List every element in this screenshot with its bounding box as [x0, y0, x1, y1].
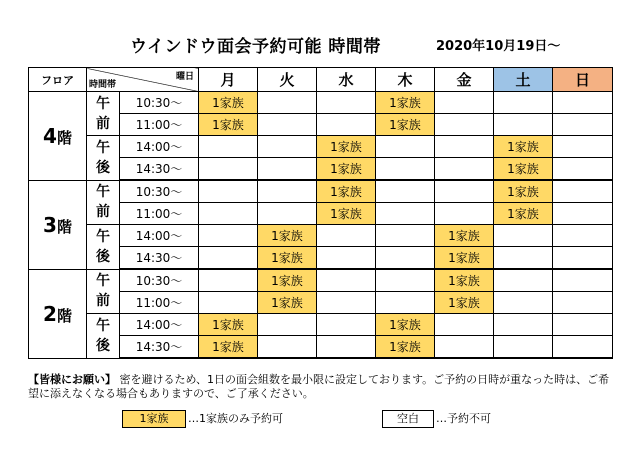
table-row: [29, 92, 613, 114]
day-thursday: 木: [376, 68, 435, 92]
ampm-label: [87, 180, 120, 225]
time-slot: 10:30～: [120, 269, 199, 292]
table-row: [29, 136, 613, 158]
floor-number: 4: [43, 123, 57, 148]
slot-available: 1家族: [317, 180, 376, 203]
slot-empty: [553, 180, 613, 203]
slot-empty: [553, 225, 613, 247]
slot-empty: [199, 292, 258, 314]
time-slot: 11:00～: [120, 292, 199, 314]
floor-label: [29, 269, 87, 358]
slot-empty: [494, 92, 553, 114]
weekday-header: 曜日: [175, 72, 194, 82]
slot-empty: [553, 247, 613, 270]
slot-empty: [199, 247, 258, 270]
slot-empty: [494, 292, 553, 314]
ampm-char: 後: [96, 248, 110, 265]
slot-available: 1家族: [376, 314, 435, 336]
slot-empty: [317, 292, 376, 314]
notice-text: 密を避けるため、1日の面会組数を最小限に設定しております。ご予約の日時が重なった時は、ご希望に添えなくなる場合もありますので、ご了承ください。: [28, 373, 610, 400]
slot-available: 1家族: [258, 247, 317, 270]
slot-available: 1家族: [435, 225, 494, 247]
slot-empty: [553, 336, 613, 359]
ampm-label: [87, 136, 120, 181]
slot-available: 1家族: [258, 225, 317, 247]
ampm-char: 後: [96, 159, 110, 176]
floor-header: フロア: [29, 68, 87, 92]
slot-empty: [376, 180, 435, 203]
page-header: [0, 32, 640, 57]
slot-empty: [376, 292, 435, 314]
slot-available: 1家族: [435, 292, 494, 314]
slot-available: 1家族: [376, 92, 435, 114]
floor-suffix: 階: [56, 306, 72, 325]
time-slot: 14:00～: [120, 314, 199, 336]
slot-empty: [435, 92, 494, 114]
legend-available-desc: …1家族のみ予約可: [188, 412, 283, 425]
day-sunday: 日: [553, 68, 613, 92]
slot-available: 1家族: [435, 247, 494, 270]
table-row: [29, 180, 613, 203]
slot-available: 1家族: [494, 180, 553, 203]
slot-available: 1家族: [376, 114, 435, 136]
slot-available: 1家族: [494, 158, 553, 181]
legend-empty-box: 空白: [382, 410, 434, 428]
notice: [28, 373, 618, 401]
time-slot: 10:30～: [120, 180, 199, 203]
slot-empty: [435, 203, 494, 225]
floor-suffix: 階: [56, 217, 72, 236]
time-slot: 14:30～: [120, 336, 199, 359]
table-row: [29, 225, 613, 247]
slot-empty: [553, 203, 613, 225]
slot-empty: [435, 314, 494, 336]
slot-available: 1家族: [199, 114, 258, 136]
slot-empty: [376, 247, 435, 270]
slot-empty: [317, 247, 376, 270]
slot-empty: [376, 158, 435, 181]
legend-empty-desc: …予約不可: [436, 412, 491, 425]
slot-empty: [494, 114, 553, 136]
floor-number: 2: [43, 301, 57, 326]
slot-available: 1家族: [494, 136, 553, 158]
ampm-char: 午: [96, 95, 110, 112]
slot-available: 1家族: [317, 158, 376, 181]
slot-empty: [494, 269, 553, 292]
slot-empty: [258, 158, 317, 181]
day-tuesday: 火: [258, 68, 317, 92]
slot-empty: [553, 92, 613, 114]
slot-empty: [553, 136, 613, 158]
floor-number: 3: [43, 212, 57, 237]
slot-available: 1家族: [258, 292, 317, 314]
ampm-char: 前: [96, 115, 110, 132]
slot-empty: [258, 136, 317, 158]
slot-empty: [199, 136, 258, 158]
slot-empty: [317, 92, 376, 114]
slot-empty: [199, 180, 258, 203]
day-friday: 金: [435, 68, 494, 92]
time-slot: 11:00～: [120, 114, 199, 136]
slot-empty: [494, 336, 553, 359]
ampm-label: [87, 225, 120, 270]
day-saturday: 土: [494, 68, 553, 92]
slot-empty: [435, 114, 494, 136]
slot-empty: [199, 158, 258, 181]
ampm-label: [87, 92, 120, 136]
slot-empty: [435, 180, 494, 203]
ampm-char: 午: [96, 273, 110, 290]
day-monday: 月: [199, 68, 258, 92]
day-wednesday: 水: [317, 68, 376, 92]
time-slot: 14:00～: [120, 136, 199, 158]
ampm-char: 前: [96, 204, 110, 221]
slot-empty: [494, 247, 553, 270]
slot-available: 1家族: [435, 269, 494, 292]
slot-empty: [553, 269, 613, 292]
slot-empty: [317, 225, 376, 247]
slot-available: 1家族: [317, 136, 376, 158]
ampm-label: [87, 314, 120, 359]
time-slot: 14:30～: [120, 247, 199, 270]
slot-available: 1家族: [199, 336, 258, 359]
slot-empty: [258, 180, 317, 203]
start-date: 2020年10月19日～: [436, 39, 561, 54]
slot-empty: [376, 225, 435, 247]
slot-empty: [435, 136, 494, 158]
ampm-char: 午: [96, 228, 110, 245]
page-title: ウインドウ面会予約可能 時間帯: [130, 37, 381, 57]
slot-empty: [435, 336, 494, 359]
table-row: [29, 314, 613, 336]
slot-empty: [553, 314, 613, 336]
slot-available: 1家族: [494, 203, 553, 225]
slot-empty: [317, 114, 376, 136]
schedule-table: [28, 67, 613, 359]
slot-empty: [258, 314, 317, 336]
slot-empty: [376, 136, 435, 158]
slot-empty: [199, 203, 258, 225]
floor-label: [29, 180, 87, 269]
time-slot: 11:00～: [120, 203, 199, 225]
slot-empty: [494, 314, 553, 336]
slot-available: 1家族: [199, 314, 258, 336]
ampm-char: 午: [96, 184, 110, 201]
slot-empty: [258, 92, 317, 114]
floor-suffix: 階: [56, 128, 72, 147]
header-row: [29, 68, 613, 92]
slot-empty: [317, 314, 376, 336]
slot-empty: [317, 336, 376, 359]
slot-empty: [317, 269, 376, 292]
ampm-char: 前: [96, 293, 110, 310]
slot-available: 1家族: [199, 92, 258, 114]
slot-empty: [199, 269, 258, 292]
slot-empty: [494, 225, 553, 247]
ampm-char: 午: [96, 317, 110, 334]
slot-empty: [258, 114, 317, 136]
timeslot-header: 時間帯: [89, 80, 117, 90]
ampm-char: 午: [96, 139, 110, 156]
time-slot: 14:30～: [120, 158, 199, 181]
legend-available-box: 1家族: [122, 410, 186, 428]
slot-empty: [258, 203, 317, 225]
slot-empty: [376, 269, 435, 292]
floor-label: [29, 92, 87, 181]
slot-available: 1家族: [376, 336, 435, 359]
notice-label: 【皆様にお願い】: [28, 373, 116, 386]
time-slot: 10:30～: [120, 92, 199, 114]
slot-empty: [553, 292, 613, 314]
slot-empty: [553, 158, 613, 181]
slot-empty: [199, 225, 258, 247]
slot-available: 1家族: [258, 269, 317, 292]
ampm-label: [87, 269, 120, 314]
table-row: [29, 269, 613, 292]
weekday-timeslot-header: [87, 68, 199, 92]
slot-empty: [435, 158, 494, 181]
ampm-char: 後: [96, 337, 110, 354]
slot-available: 1家族: [317, 203, 376, 225]
slot-empty: [376, 203, 435, 225]
slot-empty: [258, 336, 317, 359]
slot-empty: [553, 114, 613, 136]
time-slot: 14:00～: [120, 225, 199, 247]
